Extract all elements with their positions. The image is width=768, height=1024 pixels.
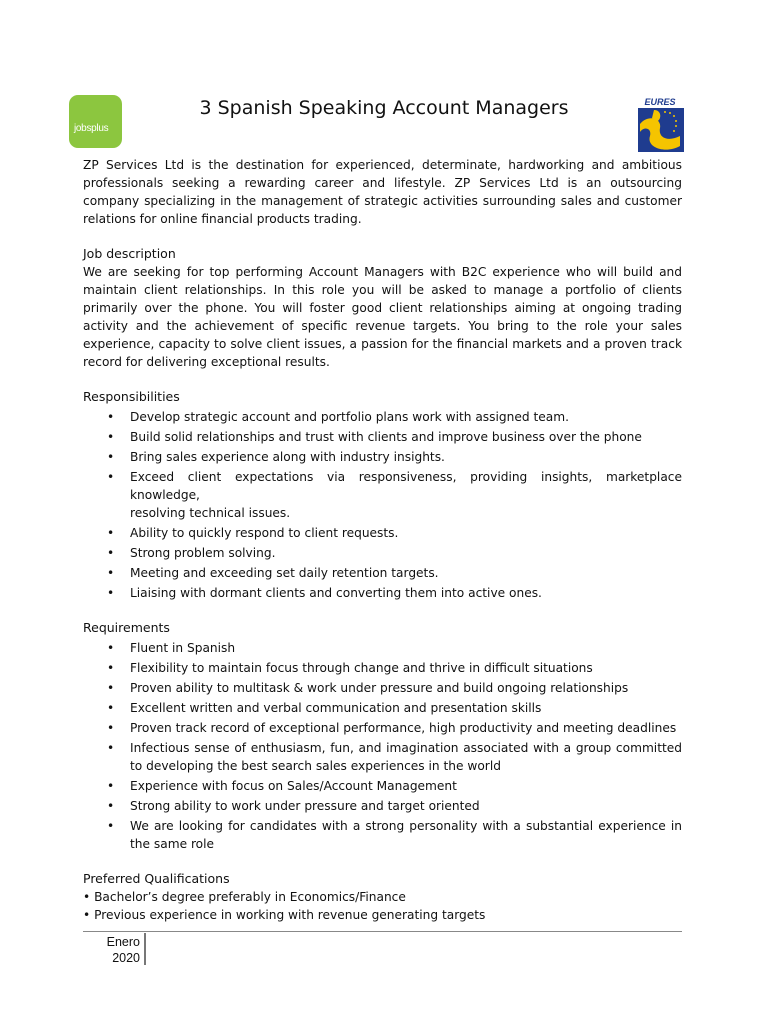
list-item: • Proven ability to multitask & work under pressure and build ongoing relationships xyxy=(83,679,682,697)
requirements-list xyxy=(83,639,682,853)
list-item: • Strong ability to work under pressure and target oriented xyxy=(83,797,682,815)
list-item: • Strong problem solving. xyxy=(83,544,682,562)
list-item: • Develop strategic account and portfolio plans work with assigned team. xyxy=(83,408,682,426)
list-item: • Fluent in Spanish xyxy=(83,639,682,657)
document-body xyxy=(83,156,682,924)
list-item: • Experience with focus on Sales/Account Management xyxy=(83,777,682,795)
list-item-text: • Exceed client expectations via responsiveness, providing insights, marketplace knowledge, xyxy=(130,470,682,502)
footer-date xyxy=(94,934,140,966)
list-item: • We are looking for candidates with a strong personality with a substantial experience in the same role xyxy=(83,817,682,853)
jobsplus-logo-text: jobsplus xyxy=(74,123,109,134)
eures-logo xyxy=(632,96,688,156)
list-item: • Proven track record of exceptional performance, high productivity and meeting deadlines xyxy=(83,719,682,737)
list-item: • Flexibility to maintain focus through change and thrive in difficult situations xyxy=(83,659,682,677)
page-title: 3 Spanish Speaking Account Managers xyxy=(199,97,569,119)
list-item: • Infectious sense of enthusiasm, fun, and imagination associated with a group committed to developing the best search sales experiences in the world xyxy=(83,739,682,775)
footer-divider xyxy=(83,931,682,932)
footer-month: Enero xyxy=(106,935,140,949)
list-item: • Excellent written and verbal communication and presentation skills xyxy=(83,699,682,717)
job-description-heading: Job description xyxy=(83,246,176,261)
list-item: • Ability to quickly respond to client requests. xyxy=(83,524,682,542)
intro-paragraph: ZP Services Ltd is the destination for experienced, determinate, hardworking and ambitious professionals seeking a rewarding career and lifestyle. ZP Services Ltd is an outsourcing company specializing in the management of strategic activities surrounding sales and customer relations for online financial products trading. xyxy=(83,158,682,226)
list-item: • Meeting and exceeding set daily retention targets. xyxy=(83,564,682,582)
list-item xyxy=(83,468,682,522)
list-item-continuation: resolving technical issues. xyxy=(130,506,291,520)
preferred-qualifications-heading: Preferred Qualifications xyxy=(83,871,230,886)
requirements-heading: Requirements xyxy=(83,620,170,635)
footer-year: 2020 xyxy=(112,951,140,965)
footer-vertical-rule xyxy=(144,933,146,965)
responsibilities-list xyxy=(83,408,682,602)
job-description-paragraph: We are seeking for top performing Account Managers with B2C experience who will build and maintain client relationships. In this role you will be asked to manage a portfolio of clients primarily over the phone. You will foster good client relationships aiming at ongoing trading activity and the achievement of specific revenue targets. You bring to the role your sales experience, capacity to solve client issues, a passion for the financial markets and a proven track record for delivering exceptional results. xyxy=(83,265,682,369)
list-item: • Liaising with dormant clients and converting them into active ones. xyxy=(83,584,682,602)
preferred-item: • Previous experience in working with revenue generating targets xyxy=(83,908,486,922)
list-item: • Bring sales experience along with industry insights. xyxy=(83,448,682,466)
eures-logo-text: EURES xyxy=(644,97,676,107)
list-item: • Build solid relationships and trust with clients and improve business over the phone xyxy=(83,428,682,446)
responsibilities-heading: Responsibilities xyxy=(83,389,180,404)
preferred-item: • Bachelor’s degree preferably in Economics/Finance xyxy=(83,890,406,904)
